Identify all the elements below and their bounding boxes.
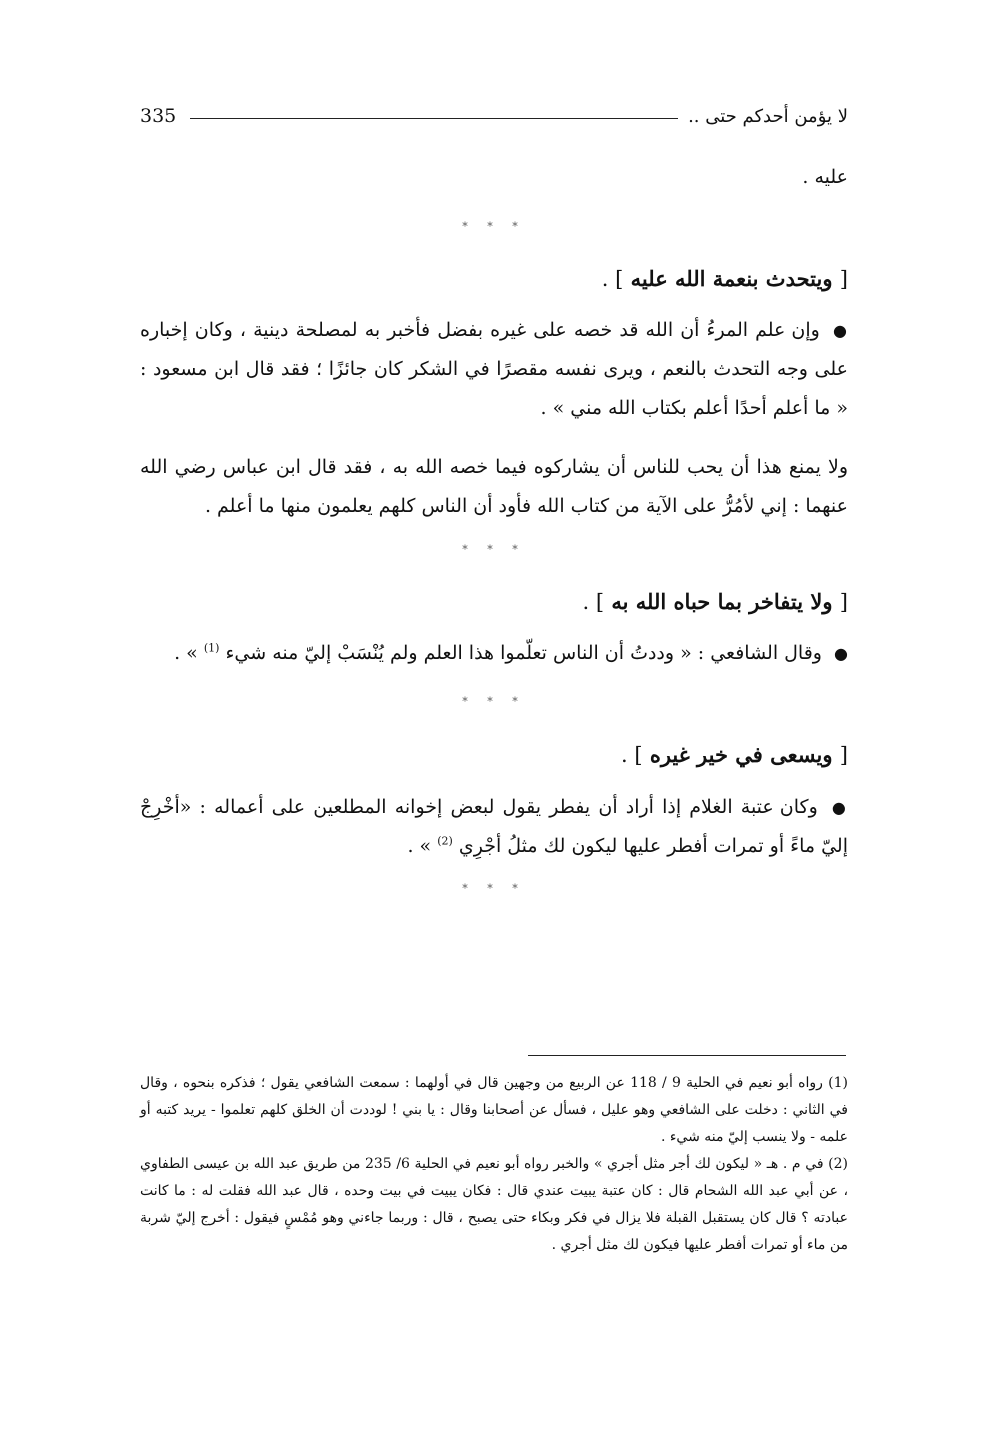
separator-1: * * * [462,220,526,233]
heading-text: ولا يتفاخر بما حباه الله به [611,589,833,614]
footnote-ref-2[interactable]: (2) [437,834,453,848]
paragraph-2: ولا يمنع هذا أن يحب للناس أن يشاركوه فيما خصه الله به ، فقد قال ابن عباس رضي الله عنهما : إني لأمُرُّ على الآية من كتاب الله فأود أن الناس كلهم يعلمون منها ما أعلم . [140,456,848,517]
footnotes [140,1070,848,1259]
separator-3: * * * [462,695,526,708]
page-header [140,98,848,134]
section-heading-3 [140,738,848,772]
heading-open-bracket: [ [839,743,848,767]
intro-line: عليه . [802,166,848,188]
footnote-2: (2) في م . هـ « ليكون لك أجر مثل أجري » والخبر رواه أبو نعيم في الحلية 6/ 235 من طريق عبد الله بن عيسى الطفاوي ، عن أبي عبد الله الشحام قال : كان عتبة يبيت عندي قال : فكان يبيت في بيت وحده ، قال عبد الله فقلت له : ما كانت عبادته ؟ قال كان يستقبل القبلة فلا يزال في فكر وبكاء حتى يصبح ، قال : وربما جاءني وهو مُمْسٍ فيقول : أخرج إليّ شربة من ماء أو تمرات أفطر عليها فيكون لك مثل أجري . [140,1156,848,1253]
bullet-icon: ● [834,644,848,663]
heading-close-bracket: ] . [582,590,605,614]
paragraph-tail: » . [174,642,198,664]
header-rule [190,118,678,119]
running-title: لا يؤمن أحدكم حتى .. [688,105,848,127]
heading-close-bracket: ] . [601,267,624,291]
paragraph-text: وإن علم المرءُ أن الله قد خصه على غيره بفضل فأخبر به لمصلحة دينية ، وكان إخباره على وجه التحدث بالنعم ، ويرى نفسه مقصرًا في الشكر كان جائزًا ؛ فقد قال ابن مسعود : « ما أعلم أحدًا أعلم بكتاب الله مني » . [140,319,848,419]
heading-open-bracket: [ [839,590,848,614]
paragraph-text: وقال الشافعي : « وددتُ أن الناس تعلّموا هذا العلم ولم يُنْسَبْ إليّ منه شيء [225,642,822,664]
paragraph-1 [140,311,848,428]
page-number: 335 [140,105,177,127]
heading-close-bracket: ] . [620,743,643,767]
separator-2: * * * [462,543,526,556]
separator-4: * * * [462,882,526,895]
section-heading-2 [140,585,848,619]
heading-text: ويسعى في خير غيره [649,742,833,767]
bullet-icon: ● [832,321,848,340]
paragraph-4 [140,788,848,866]
bullet-icon: ● [831,798,848,817]
section-heading-1 [140,262,848,296]
footnote-rule [528,1055,846,1056]
footnote-1: (1) رواه أبو نعيم في الحلية 9 / 118 عن الربيع من وجهين قال في أولهما : سمعت الشافعي يقول ؛ فذكره بنحوه ، وقال في الثاني : دخلت على الشافعي وهو عليل ، فسأل عن أصحابنا وقال : يا بني ! لوددت أن الخلق كلهم تعلموا - يريد كتبه أو علمه - ولا ينسب إليّ منه شيء . [140,1075,849,1145]
paragraph-text: وكان عتبة الغلام إذا أراد أن يفطر يقول لبعض إخوانه المطلعين على أعماله : «أخْرِجْ إليّ ماءً أو تمرات أفطر عليها ليكون لك مثلُ أجْرِي [140,796,848,857]
heading-open-bracket: [ [839,267,848,291]
footnote-ref-1[interactable]: (1) [203,641,220,655]
heading-text: ويتحدث بنعمة الله عليه [630,266,833,291]
paragraph-3 [140,634,848,673]
paragraph-tail: » . [407,835,432,857]
